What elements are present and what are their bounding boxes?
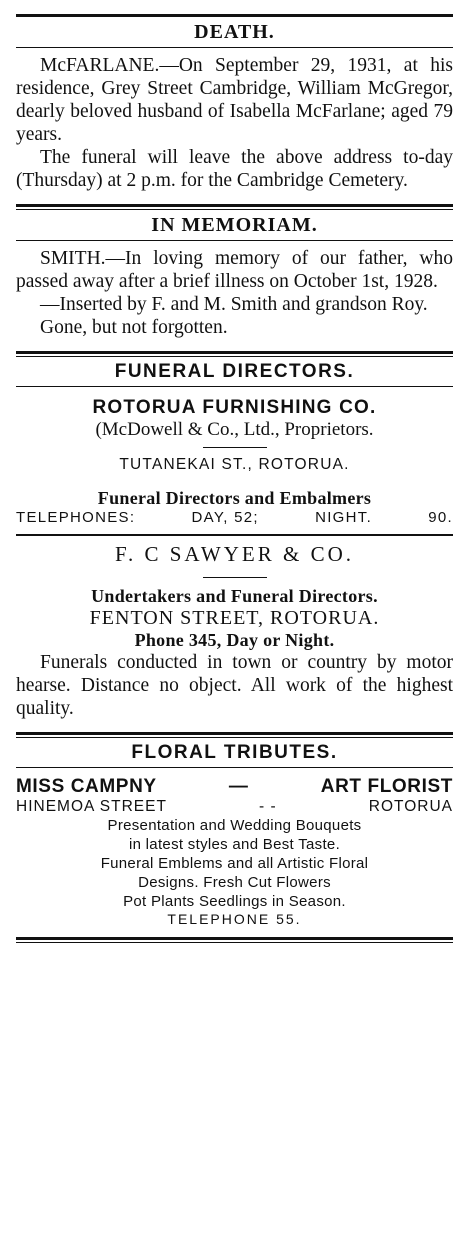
firm2-services: Undertakers and Funeral Directors. bbox=[91, 586, 378, 606]
florist-trade: ART FLORIST bbox=[320, 776, 453, 797]
floral-rule bbox=[16, 767, 453, 768]
florist-line-5: Pot Plants Seedlings in Season. bbox=[123, 893, 346, 910]
firm1-telephones bbox=[16, 509, 453, 526]
firm1-divider bbox=[203, 447, 267, 448]
florist-address bbox=[16, 798, 453, 816]
death-rule bbox=[16, 47, 453, 48]
firm1-services: Funeral Directors and Embalmers bbox=[97, 488, 372, 508]
firm2-phone: Phone 345, Day or Night. bbox=[134, 630, 335, 650]
death-notice: McFARLANE.—On September 29, 1931, at his residence, Grey Street Cambridge, William McGregor, dearly beloved husband of Isabella McFarlane; aged 79 years. bbox=[16, 55, 453, 145]
floral-heading: FLORAL TRIBUTES. bbox=[131, 742, 338, 763]
firm1-tel-label: TELEPHONES: bbox=[16, 509, 136, 526]
florist-name: MISS CAMPNY bbox=[16, 776, 157, 797]
bottom-rule bbox=[16, 937, 453, 943]
florist-street: HINEMOA STREET bbox=[16, 798, 167, 815]
firm2-street: FENTON STREET, ROTORUA. bbox=[89, 607, 380, 629]
firm2-name: F. C SAWYER & CO. bbox=[115, 542, 354, 566]
florist-line-4: Designs. Fresh Cut Flowers bbox=[138, 874, 331, 891]
memoriam-closing: Gone, but not forgotten. bbox=[40, 317, 228, 338]
fd-heading: FUNERAL DIRECTORS. bbox=[114, 361, 355, 382]
florist-line-3: Funeral Emblems and all Artistic Floral bbox=[100, 855, 369, 872]
florist-line-2: in latest styles and Best Taste. bbox=[128, 836, 341, 853]
firm-separator bbox=[16, 534, 453, 536]
newspaper-column bbox=[0, 14, 459, 1253]
fd-rule bbox=[16, 386, 453, 387]
firm1-proprietors: (McDowell & Co., Ltd., Proprietors. bbox=[95, 419, 374, 440]
death-heading: DEATH. bbox=[194, 21, 275, 43]
firm1-street: TUTANEKAI ST., ROTORUA. bbox=[119, 456, 350, 473]
firm1-tel-night: NIGHT. bbox=[315, 509, 373, 526]
firm1-tel-day: DAY, 52; bbox=[191, 509, 259, 526]
florist-town: ROTORUA bbox=[368, 798, 453, 815]
florist-line-1: Presentation and Wedding Bouquets bbox=[107, 817, 362, 834]
florist-dash: — bbox=[228, 776, 249, 797]
firm1-name: ROTORUA FURNISHING CO. bbox=[92, 397, 377, 418]
firm2-divider bbox=[203, 577, 267, 578]
memoriam-heading: IN MEMORIAM. bbox=[151, 214, 318, 236]
florist-telephone: TELEPHONE 55. bbox=[167, 911, 302, 927]
memoriam-notice: SMITH.—In loving memory of our father, who passed away after a brief illness on October 1st, 1928. bbox=[16, 248, 453, 292]
memoriam-rule bbox=[16, 240, 453, 241]
florist-name-line bbox=[16, 776, 453, 798]
memoriam-inserted: —Inserted by F. and M. Smith and grandson Roy. bbox=[40, 294, 428, 315]
firm1-tel-night-number: 90. bbox=[428, 509, 453, 526]
funeral-notice: The funeral will leave the above address to-day (Thursday) at 2 p.m. for the Cambridge Cemetery. bbox=[16, 147, 453, 191]
florist-sep: - - bbox=[259, 798, 277, 815]
firm2-description: Funerals conducted in town or country by motor hearse. Distance no object. All work of the highest quality. bbox=[16, 652, 453, 719]
